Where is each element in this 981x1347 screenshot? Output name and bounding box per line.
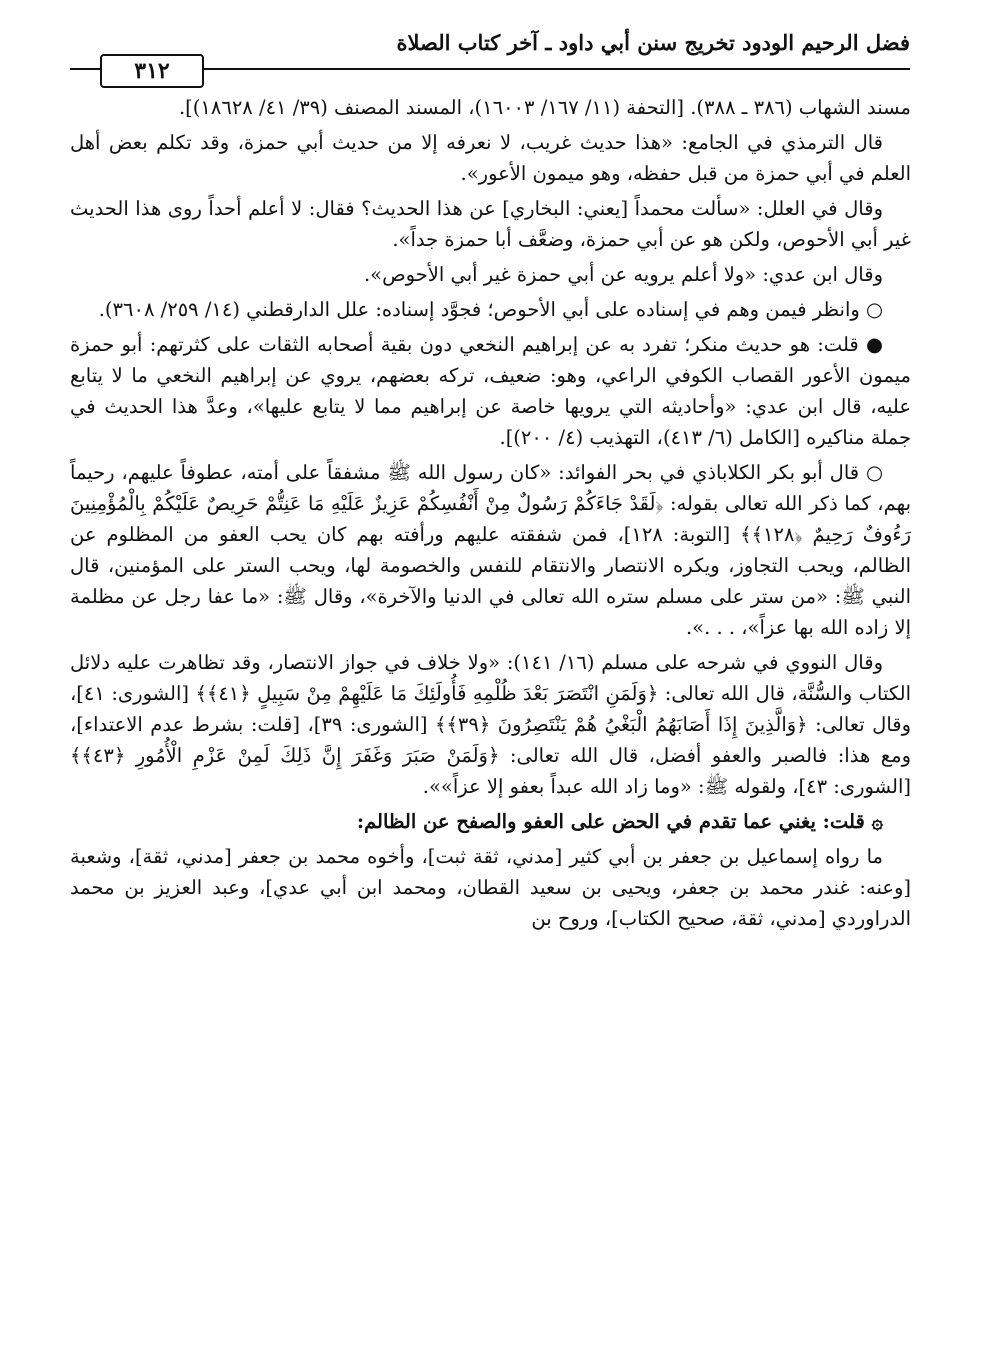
document-body bbox=[70, 92, 911, 938]
running-title: فضل الرحيم الودود تخريج سنن أبي داود ـ آخر كتاب الصلاة bbox=[396, 30, 910, 55]
paragraph: وقال النووي في شرحه على مسلم (١٦/ ١٤١): «ولا خلاف في جواز الانتصار، وقد تظاهرت عليه دلائل الكتاب والسُّنَّة، قال الله تعالى: ﴿وَلَمَنِ انْتَصَرَ بَعْدَ ظُلْمِهِ فَأُولَئِكَ مَا عَلَيْهِمْ مِنْ سَبِيلٍ ﴿٤١﴾﴾ [الشورى: ٤١]، وقال تعالى: ﴿وَالَّذِينَ إِذَا أَصَابَهُمُ الْبَغْيُ هُمْ يَنْتَصِرُونَ ﴿٣٩﴾﴾ [الشورى: ٣٩]، [قلت: بشرط عدم الاعتداء]، ومع هذا: فالصبر والعفو أفضل، قال الله تعالى: ﴿وَلَمَنْ صَبَرَ وَغَفَرَ إِنَّ ذَلِكَ لَمِنْ عَزْمِ الْأُمُورِ ﴿٤٣﴾﴾ [الشورى: ٤٣]، ولقوله ﷺ: «وما زاد الله عبداً بعفو إلا عزاً»». bbox=[70, 651, 912, 798]
paragraph: ما رواه إسماعيل بن جعفر بن أبي كثير [مدني، ثقة ثبت]، وأخوه محمد بن جعفر [مدني، ثقة]، وشعبة [وعنه: غندر محمد بن جعفر، ويحيى بن سعيد القطان، ومحمد ابن أبي عدي]، وعبد العزيز بن محمد الدراوردي [مدني، ثقة، صحيح الكتاب]، وروح بن bbox=[70, 845, 911, 930]
paragraph: ○ قال أبو بكر الكلاباذي في بحر الفوائد: «كان رسول الله ﷺ مشفقاً على أمته، عطوفاً عليهم، رحيماً بهم، كما ذكر الله تعالى بقوله: ﴿لَقَدْ جَاءَكُمْ رَسُولٌ مِنْ أَنْفُسِكُمْ عَزِيزٌ عَلَيْهِ مَا عَنِتُّمْ حَرِيصٌ عَلَيْكُمْ بِالْمُؤْمِنِينَ رَءُوفٌ رَحِيمٌ ﴿١٢٨﴾﴾ [التوبة: ١٢٨]، فمن شفقته عليهم ورأفته بهم كان يحب العفو من المظلوم عن الظالم، ويحب التجاوز، ويكره الانتصار والانتقام للنفس والخصومة لها، ويحب الستر على المؤمنين، قال النبي ﷺ: «من ستر على مسلم ستره الله تعالى في الدنيا والآخرة»، وقال ﷺ: «ما عفا رجل عن مظلمة إلا زاده الله بها عزاً»، . . .». bbox=[70, 461, 912, 639]
paragraph: وقال في العلل: «سألت محمداً [يعني: البخاري] عن هذا الحديث؟ فقال: لا أعلم أحداً روى هذا الحديث غير أبي الأحوص، ولكن هو عن أبي حمزة، وضعَّف أبا حمزة جداً». bbox=[70, 197, 911, 251]
paragraph: قال الترمذي في الجامع: «هذا حديث غريب، لا نعرفه إلا من حديث أبي حمزة، وقد تكلم بعض أهل العلم في أبي حمزة من قبل حفظه، وهو ميمون الأعور». bbox=[70, 131, 911, 185]
paragraph: وقال ابن عدي: «ولا أعلم يرويه عن أبي حمزة غير أبي الأحوص». bbox=[363, 263, 883, 286]
header-rule-tail bbox=[70, 68, 100, 70]
paragraph: ● قلت: هو حديث منكر؛ تفرد به عن إبراهيم النخعي دون بقية أصحابه الثقات على كثرتهم: أبو حمزة ميمون الأعور القصاب الكوفي الراعي، وهو: ضعيف، تركه بعضهم، يروي عن إبراهيم النخعي ما لا يتابع عليه، قال ابن عدي: «وأحاديثه التي يرويها خاصة عن إبراهيم مما لا يتابع عليها»، وعدَّ هذا الحديث في جملة مناكيره [الكامل (٦/ ٤١٣)، التهذيب (٤/ ٢٠٠)]. bbox=[70, 333, 911, 449]
page-header bbox=[70, 24, 910, 84]
page-number-badge: ٣١٢ bbox=[100, 54, 204, 88]
paragraph-heading: ۞ قلت: يغني عما تقدم في الحض على العفو والصفح عن الظالم: bbox=[356, 810, 883, 833]
paragraph: ○ وانظر فيمن وهم في إسناده على أبي الأحوص؛ فجوَّد إسناده: علل الدارقطني (١٤/ ٢٥٩/ ٣٦٠٨). bbox=[98, 298, 883, 321]
paragraph: مسند الشهاب (٣٨٦ ـ ٣٨٨). [التحفة (١١/ ١٦٧/ ١٦٠٠٣)، المسند المصنف (٣٩/ ٤١/ ١٨٦٢٨)]. bbox=[178, 96, 911, 119]
